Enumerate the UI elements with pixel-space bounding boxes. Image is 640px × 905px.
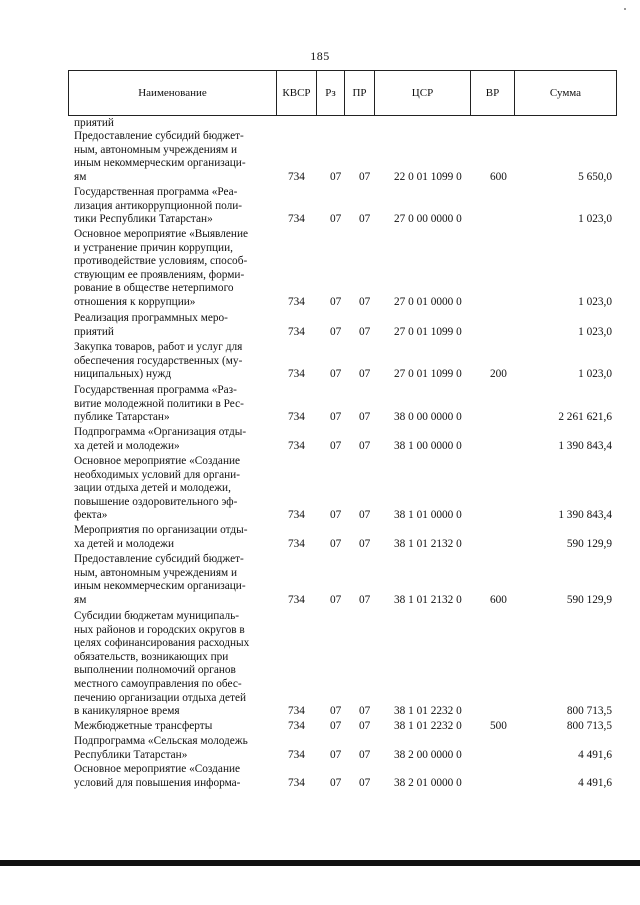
row-name-line: противодействие условиям, способ- [74,255,248,268]
row-name [74,341,273,382]
row-pr: 07 [359,368,371,381]
row-name-line: ным, автономным учреждениям и [74,566,238,579]
row-name-line: отношения к коррупции» [74,295,196,308]
table-row [74,384,614,425]
row-rz: 07 [330,213,342,226]
row-csr: 38 1 00 0000 0 [394,439,462,452]
row-csr: 38 1 01 2232 0 [394,705,462,718]
row-name-line: тики Республики Татарстан» [74,213,213,226]
row-csr: 38 0 00 0000 0 [394,411,462,424]
row-name-line: необходимых условий для органи- [74,468,240,481]
row-kvsr: 734 [288,296,305,308]
row-name [74,186,273,227]
row-vr: 500 [490,720,507,732]
row-name-line: повышение оздоровительного эф- [74,495,238,508]
row-name-line: рование в обществе нетерпимого [74,282,234,295]
row-name [74,117,273,131]
row-kvsr: 734 [288,705,305,718]
table-row [74,553,614,607]
row-name-line: иным некоммерческим организаци- [74,580,246,593]
row-pr: 07 [359,325,371,338]
row-sum: 5 650,0 [578,170,612,183]
row-kvsr: 734 [288,748,305,761]
row-pr: 07 [359,593,371,606]
header-rz: Рз [317,71,345,115]
row-name [74,735,273,762]
row-name-line: публике Татарстан» [74,411,170,424]
scan-speck [624,8,626,10]
row-sum: 800 713,5 [566,705,612,718]
row-kvsr: 734 [288,593,305,606]
row-name [74,384,273,425]
row-rz: 07 [330,509,342,522]
row-name-line: ствующим ее проявлениям, форми- [74,268,245,281]
row-csr: 38 1 01 2132 0 [394,537,462,550]
row-pr: 07 [359,411,371,424]
row-name [74,426,273,453]
row-name-line: ха детей и молодежи» [74,439,180,452]
row-name [74,130,273,184]
row-csr: 22 0 01 1099 0 [394,170,462,183]
row-name-line: Основное мероприятие «Создание [74,455,241,467]
table-row [74,312,614,339]
row-kvsr: 734 [288,720,305,732]
row-vr: 600 [490,593,507,606]
row-rz: 07 [330,748,342,761]
row-rz: 07 [330,776,342,789]
row-name-line: ных районов и городских округов в [74,623,245,636]
row-name-line: и устранение причин коррупции, [74,241,233,254]
row-name-line: ниципальных) нужд [74,368,172,381]
header-name: Наименование [69,71,277,115]
table-header [68,70,617,116]
row-name-line: Подпрограмма «Сельская молодежь [74,735,248,747]
row-name-line: приятий [74,325,114,338]
row-sum: 4 491,6 [578,748,612,761]
row-rz: 07 [330,170,342,183]
row-sum: 800 713,5 [566,720,612,732]
header-csr: ЦСР [375,71,471,115]
row-name-line: целях софинансирования расходных [74,637,250,650]
row-rz: 07 [330,325,342,338]
row-kvsr: 734 [288,537,305,550]
row-kvsr: 734 [288,411,305,424]
row-name-line: Предоставление субсидий бюджет- [74,553,244,565]
row-csr: 38 1 01 0000 0 [394,509,462,522]
row-name-line: выполнении полномочий органов [74,664,236,677]
header-vr: ВР [471,71,515,115]
row-rz: 07 [330,296,342,308]
row-name-line: ха детей и молодежи [74,537,175,550]
row-name-line: Государственная программа «Реа- [74,186,238,198]
row-name-line: ям [74,593,87,606]
row-name-line: в каникулярное время [74,705,180,718]
row-pr: 07 [359,705,371,718]
row-name-line: ям [74,170,87,183]
row-sum: 1 023,0 [578,213,612,226]
page-number: 185 [310,49,330,63]
row-name-line: Межбюджетные трансферты [74,720,213,732]
table-row [74,720,614,734]
row-name [74,455,273,523]
row-rz: 07 [330,705,342,718]
row-name-line: печению организации отдыха детей [74,691,247,704]
row-sum: 590 129,9 [566,537,612,550]
row-csr: 38 2 01 0000 0 [394,776,462,789]
table-row [74,186,614,227]
row-rz: 07 [330,593,342,606]
row-pr: 07 [359,720,371,732]
table-row [74,763,614,790]
row-kvsr: 734 [288,325,305,338]
bottom-border [0,860,640,866]
table-row [74,426,614,453]
row-name [74,524,273,551]
row-kvsr: 734 [288,439,305,452]
table-row [74,524,614,551]
row-kvsr: 734 [288,776,305,789]
row-name-line: лизация антикоррупционной поли- [74,199,243,212]
row-pr: 07 [359,213,371,226]
row-kvsr: 734 [288,368,305,381]
row-pr: 07 [359,776,371,789]
header-sum: Сумма [549,87,582,99]
row-csr: 27 0 00 0000 0 [394,213,462,226]
table-row [74,455,614,523]
row-pr: 07 [359,170,371,183]
row-name [74,720,273,734]
row-name-line: витие молодежной политики в Рес- [74,397,244,410]
row-name [74,553,273,607]
row-name-line: Субсидии бюджетам муниципаль- [74,610,240,622]
table-row [74,341,614,382]
row-name [74,228,273,310]
row-sum: 1 023,0 [578,296,612,308]
row-rz: 07 [330,720,342,732]
row-name-line: Республики Татарстан» [74,748,188,761]
row-name-line: зации отдыха детей и молодежи, [74,482,231,495]
row-csr: 27 0 01 1099 0 [394,368,462,381]
row-csr: 38 2 00 0000 0 [394,748,462,761]
header-kvsr: КВСР [277,71,317,115]
row-rz: 07 [330,439,342,452]
row-sum: 1 390 843,4 [558,439,612,452]
row-pr: 07 [359,537,371,550]
table-row [74,735,614,762]
row-name-line: условий для повышения информа- [74,776,241,789]
row-name [74,610,273,719]
table-row [74,610,614,719]
row-sum: 4 491,6 [578,776,612,789]
row-sum: 2 261 621,6 [558,411,612,424]
row-csr: 38 1 01 2232 0 [394,720,462,732]
row-name-line: Мероприятия по организации отды- [74,524,248,536]
row-name-line: местного самоуправления по обес- [74,677,242,690]
table-row [74,228,614,310]
row-rz: 07 [330,537,342,550]
row-kvsr: 734 [288,213,305,226]
row-name-line: Государственная программа «Раз- [74,384,237,396]
row-pr: 07 [359,748,371,761]
row-name-line: обеспечения государственных (му- [74,354,243,367]
row-kvsr: 734 [288,170,305,183]
row-name-line: приятий [74,117,114,129]
row-sum: 1 023,0 [578,368,612,381]
row-csr: 27 0 01 1099 0 [394,325,462,338]
row-name-line: Основное мероприятие «Создание [74,763,241,775]
row-vr: 600 [490,170,507,183]
row-csr: 27 0 01 0000 0 [394,296,462,308]
row-kvsr: 734 [288,509,305,522]
row-sum: 1 390 843,4 [558,509,612,522]
row-name-line: Подпрограмма «Организация отды- [74,426,247,438]
row-name-line: Основное мероприятие «Выявление [74,228,248,240]
row-pr: 07 [359,296,371,308]
header-pr: ПР [345,71,375,115]
row-name-line: ным, автономным учреждениям и [74,143,238,156]
row-rz: 07 [330,368,342,381]
row-name-line: Закупка товаров, работ и услуг для [74,341,243,353]
row-name-line: обязательств, возникающих при [74,650,229,663]
row-pr: 07 [359,509,371,522]
row-sum: 590 129,9 [566,593,612,606]
row-csr: 38 1 01 2132 0 [394,593,462,606]
row-pr: 07 [359,439,371,452]
row-sum: 1 023,0 [578,325,612,338]
table-row [74,130,614,184]
row-vr: 200 [490,368,507,381]
row-name-line: фекта» [74,509,108,522]
row-name-line: иным некоммерческим организаци- [74,157,246,170]
row-rz: 07 [330,411,342,424]
row-name-line: Реализация программных меро- [74,312,228,324]
row-name [74,763,273,790]
row-name [74,312,273,339]
table-row [74,117,614,131]
row-name-line: Предоставление субсидий бюджет- [74,130,244,142]
